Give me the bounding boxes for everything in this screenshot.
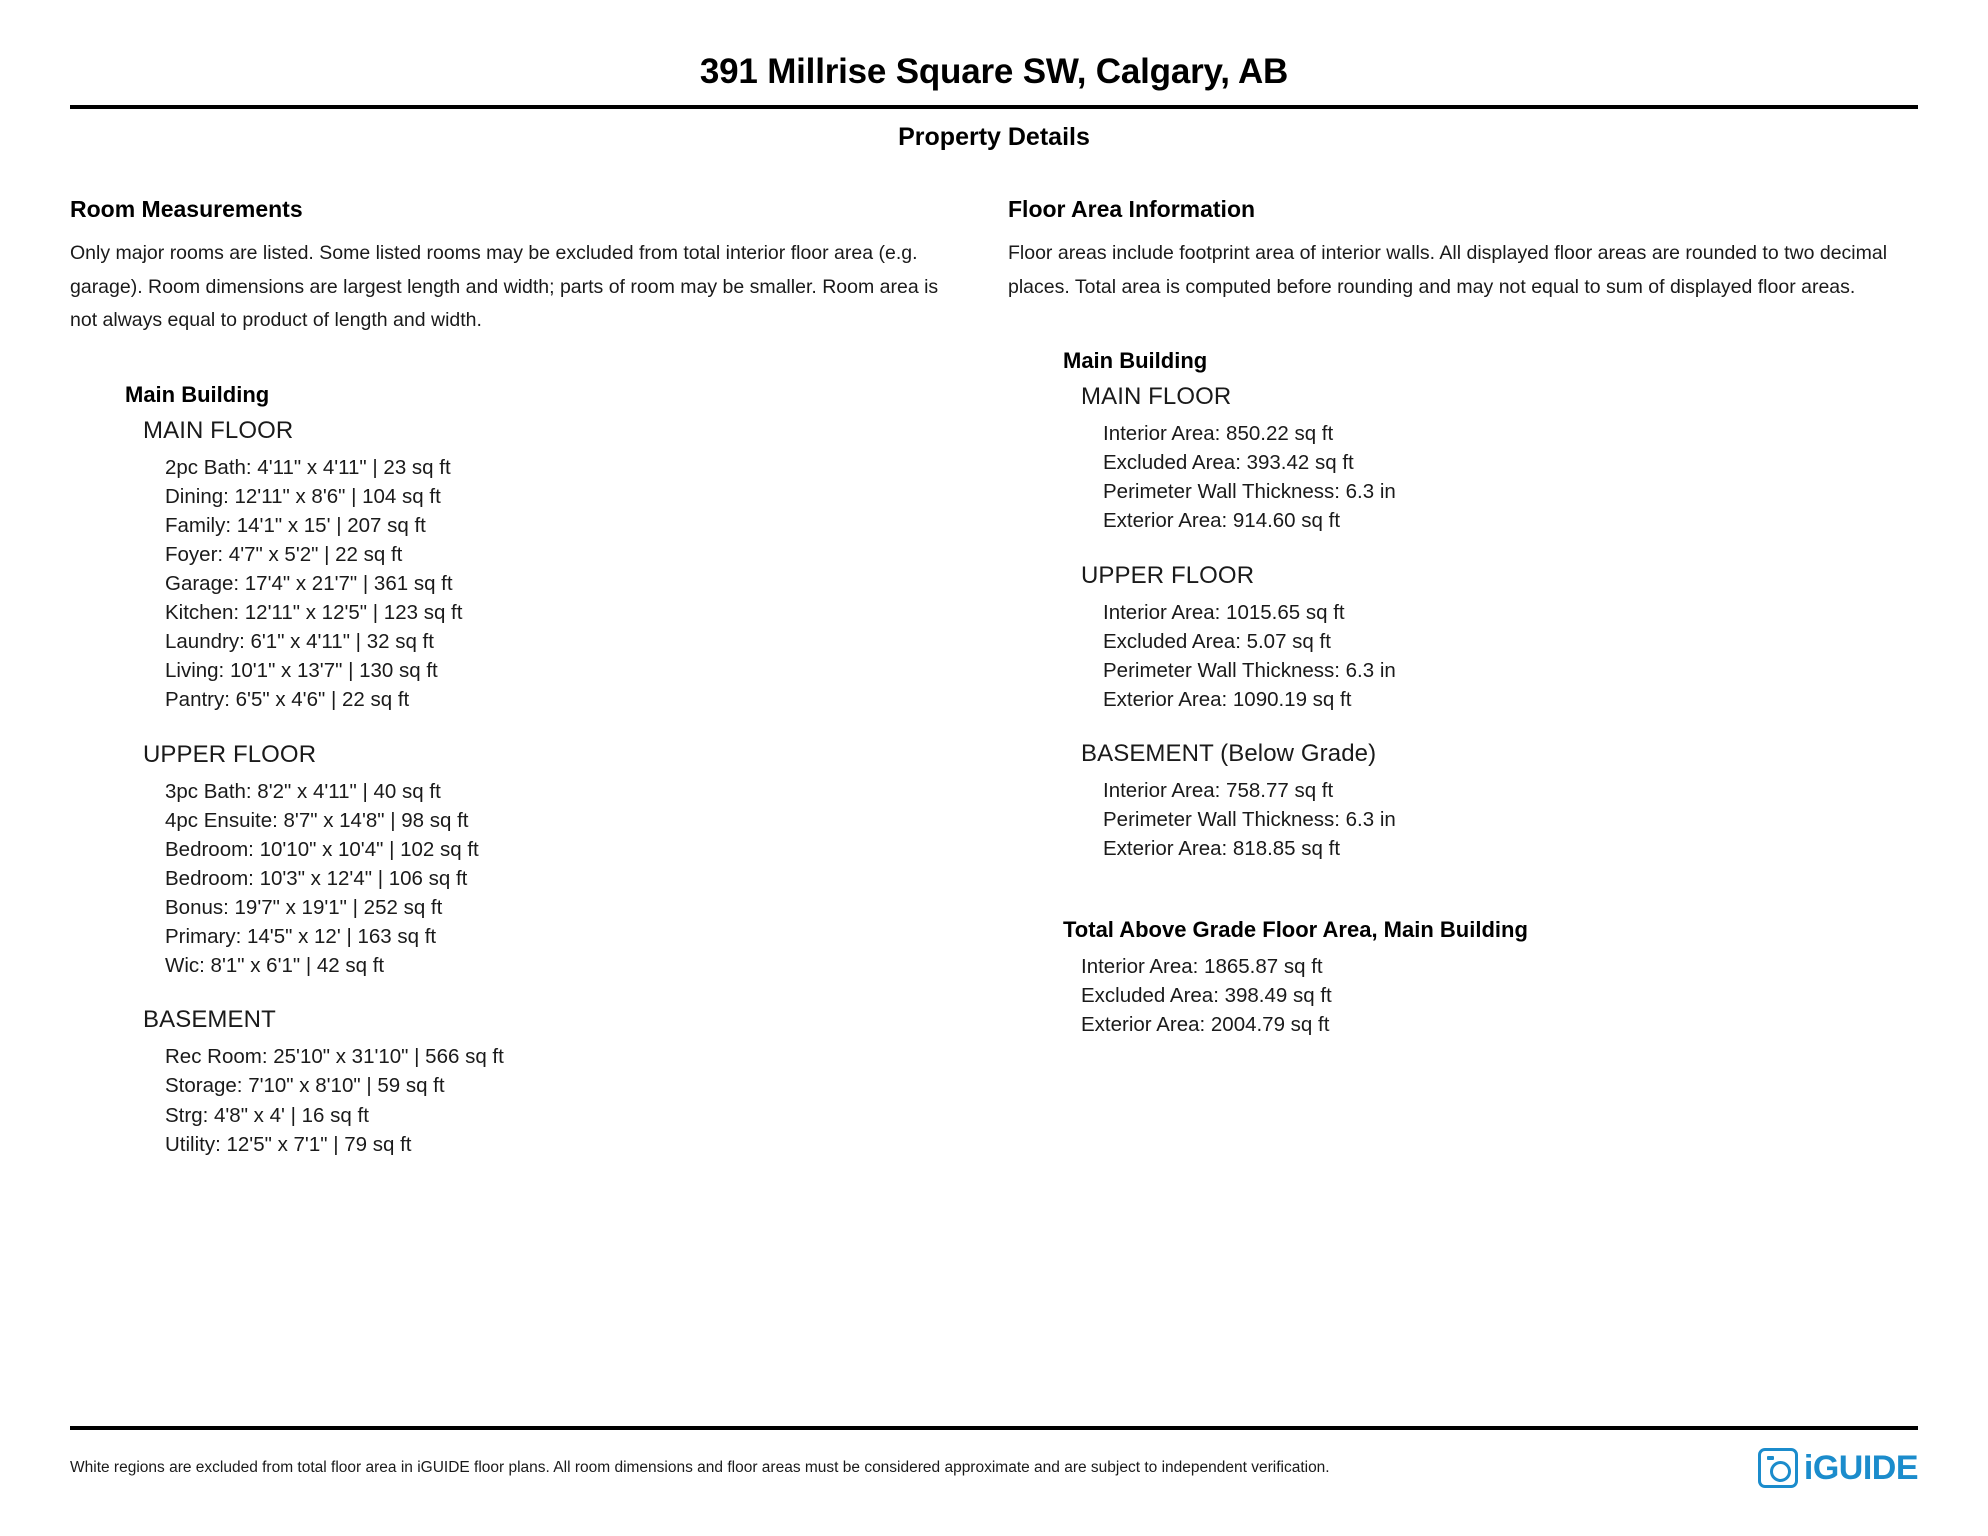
area-item: Excluded Area: 5.07 sq ft	[1103, 629, 1331, 653]
right-floor-main	[1008, 383, 1918, 535]
area-item: Interior Area: 850.22 sq ft	[1103, 422, 1334, 446]
footer-row	[70, 1448, 1918, 1488]
room-item: Bedroom: 10'3" x 12'4" | 106 sq ft	[165, 866, 468, 890]
area-item: Exterior Area: 914.60 sq ft	[1103, 509, 1341, 533]
right-building-label: Main Building	[1063, 348, 1208, 374]
area-item: Exterior Area: 818.85 sq ft	[1103, 837, 1341, 861]
area-item: Perimeter Wall Thickness: 6.3 in	[1103, 658, 1396, 682]
left-floor-main	[70, 417, 946, 715]
room-item: Rec Room: 25'10" x 31'10" | 566 sq ft	[165, 1045, 504, 1069]
room-item: Storage: 7'10" x 8'10" | 59 sq ft	[165, 1074, 445, 1098]
room-measurements-note: Only major rooms are listed. Some listed rooms may be excluded from total interior floor area (e.g. garage). Room dimensions are largest length and width; parts of room may be smaller. Room area is not always equal to product of length and width.	[70, 242, 939, 332]
area-item: Interior Area: 758.77 sq ft	[1103, 778, 1334, 802]
total-above-grade-title: Total Above Grade Floor Area, Main Building	[1063, 917, 1528, 943]
left-floor-upper	[70, 741, 946, 981]
room-item: Primary: 14'5" x 12' | 163 sq ft	[165, 925, 437, 949]
room-item: Garage: 17'4" x 21'7" | 361 sq ft	[165, 572, 453, 596]
room-item: Wic: 8'1" x 6'1" | 42 sq ft	[165, 954, 385, 978]
total-item: Interior Area: 1865.87 sq ft	[1081, 955, 1323, 979]
total-item: Excluded Area: 398.49 sq ft	[1081, 984, 1332, 1008]
camera-icon	[1758, 1448, 1798, 1488]
room-item: Family: 14'1" x 15' | 207 sq ft	[165, 513, 426, 537]
floor-area-column	[994, 196, 1918, 1040]
page-subtitle: Property Details	[898, 123, 1090, 151]
room-item: 3pc Bath: 8'2" x 4'11" | 40 sq ft	[165, 779, 441, 803]
room-item: Bedroom: 10'10" x 10'4" | 102 sq ft	[165, 837, 479, 861]
iguide-logo-text: iGUIDE	[1803, 1449, 1918, 1487]
total-item: Exterior Area: 2004.79 sq ft	[1081, 1013, 1330, 1037]
page-title: 391 Millrise Square SW, Calgary, AB	[699, 52, 1289, 91]
area-item: Perimeter Wall Thickness: 6.3 in	[1103, 480, 1396, 504]
left-floor-title: BASEMENT	[143, 1006, 276, 1034]
room-item: Laundry: 6'1" x 4'11" | 32 sq ft	[165, 630, 434, 654]
room-measurements-column	[70, 196, 994, 1159]
left-building-label: Main Building	[125, 381, 270, 407]
right-floor-title: BASEMENT (Below Grade)	[1081, 739, 1377, 767]
content-columns	[70, 196, 1918, 1159]
room-item: Living: 10'1" x 13'7" | 130 sq ft	[165, 659, 438, 683]
left-floor-basement	[70, 1006, 946, 1158]
total-above-grade-block	[1008, 917, 1918, 1039]
left-floor-title: UPPER FLOOR	[143, 740, 317, 768]
right-floor-title: UPPER FLOOR	[1081, 561, 1255, 589]
footer-divider	[70, 1426, 1918, 1430]
iguide-logo	[1758, 1448, 1918, 1488]
room-item: 2pc Bath: 4'11" x 4'11" | 23 sq ft	[165, 455, 451, 479]
title-divider	[70, 105, 1918, 109]
right-floor-title: MAIN FLOOR	[1081, 383, 1232, 411]
area-item: Excluded Area: 393.42 sq ft	[1103, 451, 1354, 475]
room-item: Strg: 4'8" x 4' | 16 sq ft	[165, 1103, 369, 1127]
right-floor-basement	[1008, 740, 1918, 863]
room-item: Kitchen: 12'11" x 12'5" | 123 sq ft	[165, 601, 463, 625]
page-footer	[70, 1426, 1918, 1488]
area-item: Exterior Area: 1090.19 sq ft	[1103, 687, 1352, 711]
room-item: Utility: 12'5" x 7'1" | 79 sq ft	[165, 1132, 412, 1156]
right-floor-upper	[1008, 562, 1918, 714]
area-item: Perimeter Wall Thickness: 6.3 in	[1103, 808, 1396, 832]
floor-area-heading: Floor Area Information	[1008, 196, 1256, 222]
room-item: 4pc Ensuite: 8'7" x 14'8" | 98 sq ft	[165, 808, 469, 832]
left-main-building-group	[70, 382, 946, 1159]
floor-area-note: Floor areas include footprint area of interior walls. All displayed floor areas are rounded to two decimal places. Total area is computed before rounding and may not equal to sum of displayed floor areas.	[1008, 242, 1888, 298]
footer-disclaimer: White regions are excluded from total floor area in iGUIDE floor plans. All room dimensions and floor areas must be considered approximate and are subject to independent verification.	[70, 1459, 1330, 1477]
right-main-building-group	[1008, 348, 1918, 1040]
room-item: Foyer: 4'7" x 5'2" | 22 sq ft	[165, 542, 403, 566]
room-item: Dining: 12'11" x 8'6" | 104 sq ft	[165, 484, 441, 508]
room-measurements-heading: Room Measurements	[70, 196, 303, 222]
area-item: Interior Area: 1015.65 sq ft	[1103, 600, 1345, 624]
left-floor-title: MAIN FLOOR	[143, 416, 294, 444]
room-item: Pantry: 6'5" x 4'6" | 22 sq ft	[165, 688, 410, 712]
room-item: Bonus: 19'7" x 19'1" | 252 sq ft	[165, 896, 443, 920]
